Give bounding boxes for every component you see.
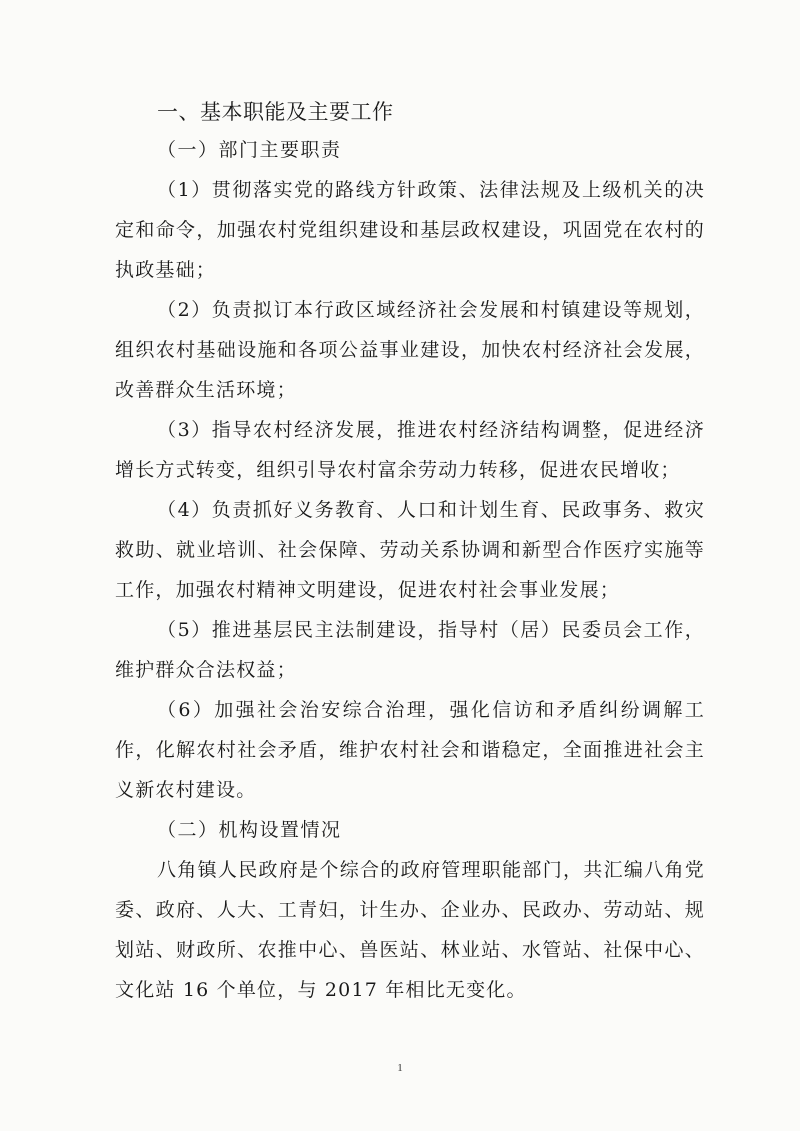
duty-item: （4）负责抓好义务教育、人口和计划生育、民政事务、救灾救助、就业培训、社会保障、劳动关系协调和新型合作医疗实施等工作，加强农村精神文明建设，促进农村社会事业发展； [115,499,705,601]
organization-paragraph: 八角镇人民政府是个综合的政府管理职能部门，共汇编八角党委、政府、人大、工青妇，计生办、企业办、民政办、劳动站、规划站、财政所、农推中心、兽医站、林业站、水管站、社保中心、文化站 16 个单位，与 2017 年相比无变化。 [115,859,705,1001]
subsection-title-duties: （一）部门主要职责 [157,139,342,161]
duty-item: （1）贯彻落实党的路线方针政策、法律法规及上级机关的决定和命令，加强农村党组织建设和基层政权建设，巩固党在农村的执政基础； [115,179,705,281]
section-heading: 一、基本职能及主要工作 [157,100,394,124]
document-body [115,94,705,1010]
duty-item: （3）指导农村经济发展，推进农村经济结构调整，促进经济增长方式转变，组织引导农村富余劳动力转移，促进农民增收； [115,419,705,481]
page-number: 1 [397,1062,403,1074]
duty-item: （5）推进基层民主法制建设，指导村（居）民委员会工作，维护群众合法权益； [115,619,705,681]
subsection-title-organization: （二）机构设置情况 [157,819,342,841]
duty-item: （6）加强社会治安综合治理，强化信访和矛盾纠纷调解工作，化解农村社会矛盾，维护农村社会和谐稳定，全面推进社会主义新农村建设。 [115,699,705,801]
duty-item: （2）负责拟订本行政区域经济社会发展和村镇建设等规划，组织农村基础设施和各项公益事业建设，加快农村经济社会发展，改善群众生活环境； [115,299,705,401]
